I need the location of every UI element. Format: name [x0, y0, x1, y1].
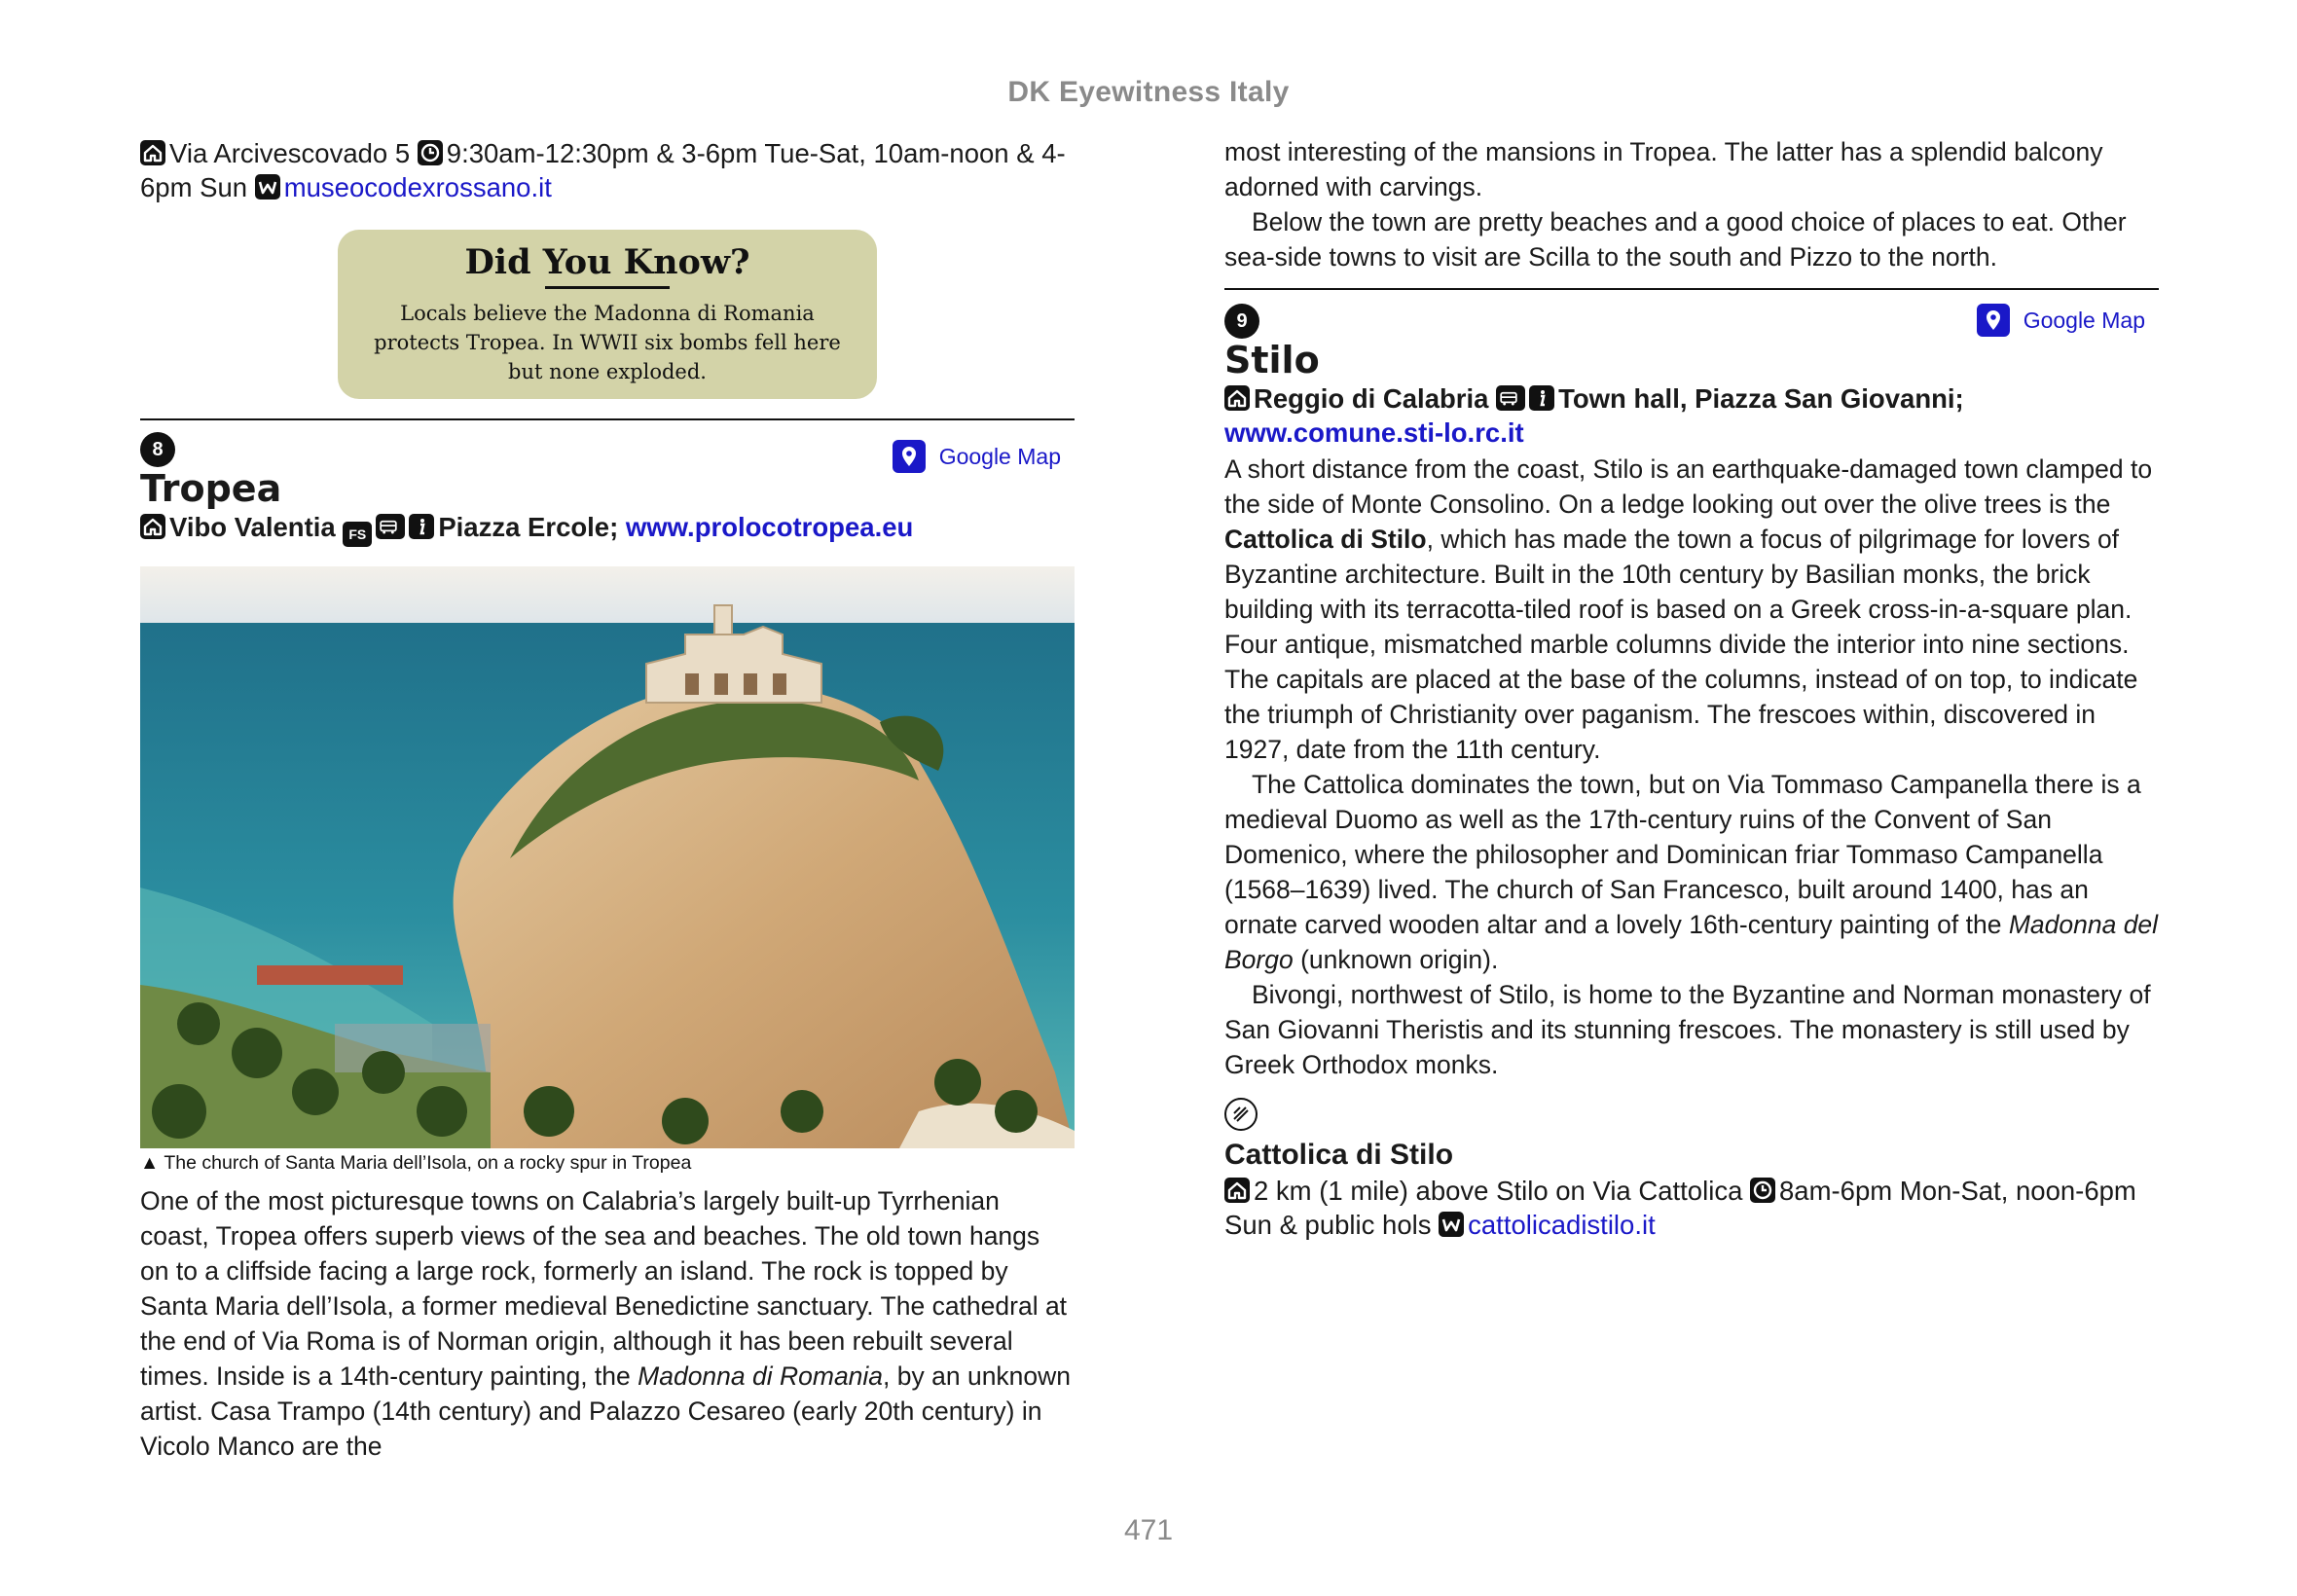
- stilo-paragraph-2: [1224, 767, 2159, 977]
- stilo-p1-part-b: , which has made the town a focus of pilgrimage for lovers of Byzantine architecture. Built in the 10th century by Basilian monks, the brick building with its terracotta-tiled roof is based on a Greek cross-in-a-square plan. Four antique, mismatched marble columns divide the interior into nine sections. The capitals are placed at the base of the columns, instead of on top, to indicate the triumph of Christianity over paganism. The frescoes within, discovered in 1927, date from the 11th century.: [1224, 525, 2138, 764]
- tropea-body-part-a: One of the most picturesque towns on Calabria’s largely built-up Tyrrhenian coast, Tropea offers superb views of the sea and beaches. The old town hangs on to a cliffside facing a large rock, formerly an island. The rock is topped by Santa Maria dell’Isola, a former medieval Benedictine sanctuary. The cathedral at the end of Via Roma is of Norman origin, although it has been rebuilt several times. Inside is a 14th-century painting, the: [140, 1186, 1068, 1391]
- page-number: 471: [1123, 1514, 1174, 1546]
- info-icon: [1529, 385, 1554, 411]
- book-title: DK Eyewitness Italy: [1007, 76, 1290, 108]
- stilo-p2-part-b: (unknown origin).: [1293, 945, 1499, 974]
- home-icon: [140, 140, 165, 165]
- home-icon: [1224, 1178, 1250, 1203]
- stilo-info-line: [1224, 381, 2159, 450]
- tropea-photo-caption: ▲ The church of Santa Maria dell’Isola, on a rocky spur in Tropea: [140, 1152, 692, 1174]
- tropea-body-part-b: , by an unknown artist. Casa Trampo (14th century) and Palazzo Cesareo (early 20th century) in Vicolo Manco are the: [140, 1361, 1072, 1461]
- stilo-google-map-link[interactable]: [1977, 304, 2145, 337]
- info-icon: [409, 514, 434, 539]
- did-you-know-text: Locals believe the Madonna di Romania protects Tropea. In WWII six bombs fell here but none exploded.: [374, 302, 841, 383]
- did-you-know-rule: [545, 286, 670, 289]
- tropea-continued-2: Below the town are pretty beaches and a good choice of places to eat. Other sea-side towns to visit are Scilla to the south and Pizzo to the north.: [1224, 207, 2127, 272]
- stilo-divider: [1224, 288, 2159, 290]
- map-pin-icon: [893, 440, 926, 473]
- bus-icon: [1496, 385, 1525, 411]
- did-you-know-title: Did You Know?: [464, 242, 750, 282]
- bus-icon: [376, 514, 405, 539]
- tropea-location: Vibo Valentia: [169, 512, 336, 542]
- clock-icon: [1750, 1178, 1775, 1203]
- stilo-p2-italic: Madonna del Borgo: [1224, 910, 2159, 974]
- tropea-title: Tropea: [140, 467, 282, 510]
- sight-icon: [1224, 1098, 1258, 1131]
- clock-icon: [418, 140, 443, 165]
- map-pin-icon: [1977, 304, 2010, 337]
- tropea-body-italic: Madonna di Romania: [638, 1361, 884, 1391]
- top-info-address: Via Arcivescovado 5: [169, 138, 411, 168]
- tropea-photo: [140, 566, 1075, 1148]
- stilo-location: Reggio di Calabria: [1254, 383, 1489, 414]
- fs-icon: FS: [343, 522, 372, 547]
- stilo-website-link[interactable]: www.comune.sti-lo.rc.it: [1224, 417, 1524, 448]
- home-icon: [140, 514, 165, 539]
- top-info-hours: 9:30am-12:30pm & 3-6pm Tue-Sat, 10am-noon & 4-6pm Sun: [140, 138, 1066, 202]
- left-column: [140, 136, 1075, 1464]
- tropea-google-map-link[interactable]: [893, 440, 1061, 473]
- sight-title: Cattolica di Stilo: [1224, 1139, 1454, 1171]
- sight-hours: 8am-6pm Mon-Sat, noon-6pm Sun & public hols: [1224, 1176, 2136, 1240]
- tropea-body: [140, 1183, 1075, 1464]
- sight-info-line: [1224, 1174, 2159, 1242]
- stilo-tourist-info: Town hall, Piazza San Giovanni;: [1558, 383, 1964, 414]
- tropea-divider: [140, 418, 1075, 420]
- home-icon: [1224, 385, 1250, 411]
- tropea-tourist-info: Piazza Ercole;: [438, 512, 619, 542]
- stilo-google-map-label: Google Map: [2023, 307, 2145, 333]
- web-icon: [1439, 1212, 1464, 1237]
- tropea-continued-1: most interesting of the mansions in Tropea. The latter has a splendid balcony adorned with carvings.: [1224, 137, 2103, 201]
- tropea-header: [140, 432, 1075, 510]
- stilo-paragraph-1: [1224, 452, 2159, 767]
- stilo-p1-part-a: A short distance from the coast, Stilo is an earthquake-damaged town clamped to the side of Monte Consolino. On a ledge looking out over the olive trees is the: [1224, 454, 2153, 519]
- tropea-number-badge: 8: [140, 432, 175, 467]
- stilo-header: [1224, 304, 2159, 381]
- top-info-line: [140, 136, 1075, 204]
- stilo-paragraph-3: Bivongi, northwest of Stilo, is home to the Byzantine and Norman monastery of San Giovanni Theristis and its stunning frescoes. The monastery is still used by Greek Orthodox monks.: [1224, 980, 2151, 1079]
- top-info-website-link[interactable]: museocodexrossano.it: [283, 172, 552, 202]
- tropea-google-map-label: Google Map: [938, 443, 1061, 469]
- sight-address: 2 km (1 mile) above Stilo on Via Cattolica: [1254, 1176, 1743, 1206]
- tropea-info-line: [140, 510, 1075, 547]
- web-icon: [255, 174, 280, 200]
- stilo-number-badge: 9: [1224, 304, 1259, 339]
- stilo-title: Stilo: [1224, 339, 1320, 381]
- did-you-know-box: [338, 230, 877, 399]
- sight-website-link[interactable]: cattolicadistilo.it: [1468, 1210, 1656, 1240]
- stilo-p1-bold: Cattolica di Stilo: [1224, 525, 1427, 554]
- stilo-p2-part-a: The Cattolica dominates the town, but on Via Tommaso Campanella there is a medieval Duomo as well as the 17th-century ruins of the Convent of San Domenico, where the philosopher and Dominican friar Tommaso Campanella (1568–1639) lived. The church of San Francesco, built around 1400, has an ornate carved wooden altar and a lovely 16th-century painting of the: [1224, 770, 2141, 939]
- tropea-website-link[interactable]: www.prolocotropea.eu: [625, 512, 914, 542]
- right-column: [1224, 134, 2159, 1242]
